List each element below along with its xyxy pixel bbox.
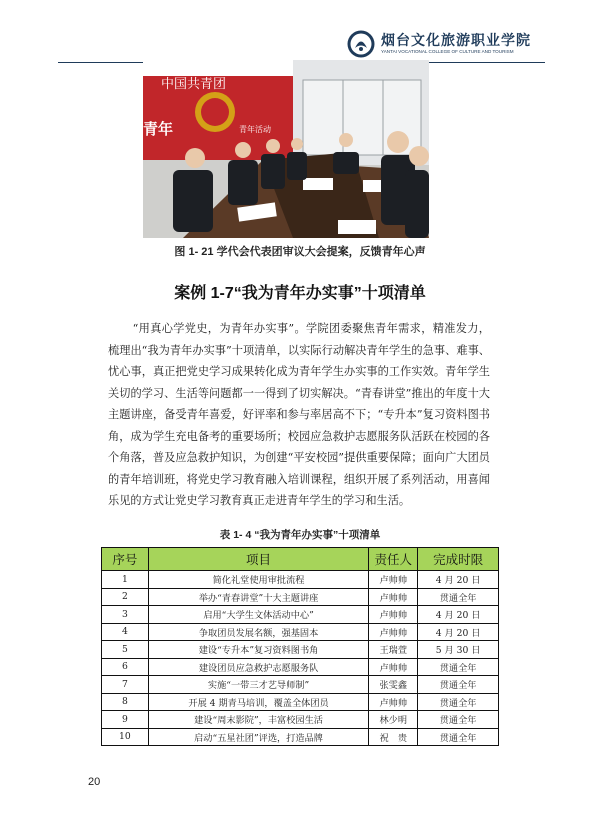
slogan-text: 青年 <box>143 120 174 138</box>
task-list-table <box>101 547 499 746</box>
meeting-photo-illustration <box>143 60 429 238</box>
cell-index: 7 <box>102 676 149 694</box>
cell-item: 启动“五星社团”评选，打造品牌 <box>148 728 369 746</box>
cell-deadline: 贯通全年 <box>418 693 499 711</box>
cell-owner: 卢帅帅 <box>369 623 418 641</box>
cell-index: 9 <box>102 711 149 729</box>
body-paragraph: “用真心学党史，为青年办实事”。学院团委聚焦青年需求，精准发力，梳理出“我为青年办实事”十项清单，以实际行动解决青年学生的急事、难事、忧心事，真正把党史学习成果转化成为青年学生办实事的工作实效。青年学生关切的学习、生活等问题都一一得到了切实解决。“青春讲堂”推出的年度十大主题讲座，备受青年喜爱，好评率和参与率居高不下；“专升本”复习资料图书角，成为学生充电备考的重要场所；校园应急救护志愿服务队活跃在校园的各个角落，普及应急救护知识，为创建“平安校园”提供重要保障；面向广大团员的青年培训班，将党史学习教育融入培训课程，组织开展了系列活动，用喜闻乐见的方式让党史学习教育真正走进青年学生的学习和生活。 <box>108 322 490 507</box>
header-item: 项目 <box>148 548 369 571</box>
cell-owner: 卢帅帅 <box>369 571 418 589</box>
cell-deadline: 5 月 30 日 <box>418 641 499 659</box>
table-row <box>102 711 499 729</box>
cell-item: 争取团员发展名额，强基固本 <box>148 623 369 641</box>
table-row <box>102 728 499 746</box>
cell-item: 建设“周末影院”，丰富校园生活 <box>148 711 369 729</box>
header-deadline: 完成时限 <box>418 548 499 571</box>
school-name-en: YANTAI VOCATIONAL COLLEGE OF CULTURE AND TOURISM <box>381 49 514 54</box>
cell-item: 简化礼堂使用审批流程 <box>148 571 369 589</box>
cell-deadline: 4 月 20 日 <box>418 623 499 641</box>
cell-item: 开展 4 期青马培训，覆盖全体团员 <box>148 693 369 711</box>
table-row <box>102 658 499 676</box>
cell-owner: 林少明 <box>369 711 418 729</box>
table-title: 表 1- 4 “我为青年办实事”十项清单 <box>219 529 381 541</box>
school-name-cn: 烟台文化旅游职业学院 <box>381 33 531 49</box>
cell-item: 举办“青春讲堂”十大主题讲座 <box>148 588 369 606</box>
cell-deadline: 贯通全年 <box>418 676 499 694</box>
header-owner: 责任人 <box>369 548 418 571</box>
cell-index: 2 <box>102 588 149 606</box>
cell-owner: 卢帅帅 <box>369 658 418 676</box>
cell-item: 建设“专升本”复习资料图书角 <box>148 641 369 659</box>
cell-owner: 卢帅帅 <box>369 693 418 711</box>
table-row <box>102 606 499 624</box>
table-row <box>102 693 499 711</box>
banner-text: 中国共青团 <box>161 77 227 92</box>
meeting-photo <box>143 60 429 238</box>
table-row <box>102 588 499 606</box>
cell-index: 10 <box>102 728 149 746</box>
table-header-row <box>102 548 499 571</box>
cell-item: 启用“大学生文体活动中心” <box>148 606 369 624</box>
header-index: 序号 <box>102 548 149 571</box>
cell-owner: 张雯鑫 <box>369 676 418 694</box>
case-title: 案例 1-7“我为青年办实事”十项清单 <box>174 285 426 302</box>
cell-index: 1 <box>102 571 149 589</box>
cell-index: 6 <box>102 658 149 676</box>
cell-deadline: 贯通全年 <box>418 728 499 746</box>
cell-deadline: 4 月 20 日 <box>418 571 499 589</box>
cell-deadline: 贯通全年 <box>418 588 499 606</box>
college-logo <box>346 29 376 59</box>
cell-owner: 卢帅帅 <box>369 606 418 624</box>
cell-deadline: 贯通全年 <box>418 711 499 729</box>
table-row <box>102 623 499 641</box>
table-row <box>102 641 499 659</box>
photo-caption: 图 1- 21 学代会代表团审议大会提案，反馈青年心声 <box>174 246 426 258</box>
table-row <box>102 571 499 589</box>
cell-owner: 祝 贵 <box>369 728 418 746</box>
cell-item: 建设团员应急救护志愿服务队 <box>148 658 369 676</box>
cell-item: 实施“一带三才艺导师制” <box>148 676 369 694</box>
cell-deadline: 4 月 20 日 <box>418 606 499 624</box>
cell-index: 3 <box>102 606 149 624</box>
cell-owner: 王瑞萱 <box>369 641 418 659</box>
cell-index: 5 <box>102 641 149 659</box>
table-row <box>102 676 499 694</box>
page-number: 20 <box>88 776 101 788</box>
cell-index: 4 <box>102 623 149 641</box>
board-text: 青年活动 <box>239 125 271 134</box>
cell-deadline: 贯通全年 <box>418 658 499 676</box>
cell-index: 8 <box>102 693 149 711</box>
cell-owner: 卢帅帅 <box>369 588 418 606</box>
